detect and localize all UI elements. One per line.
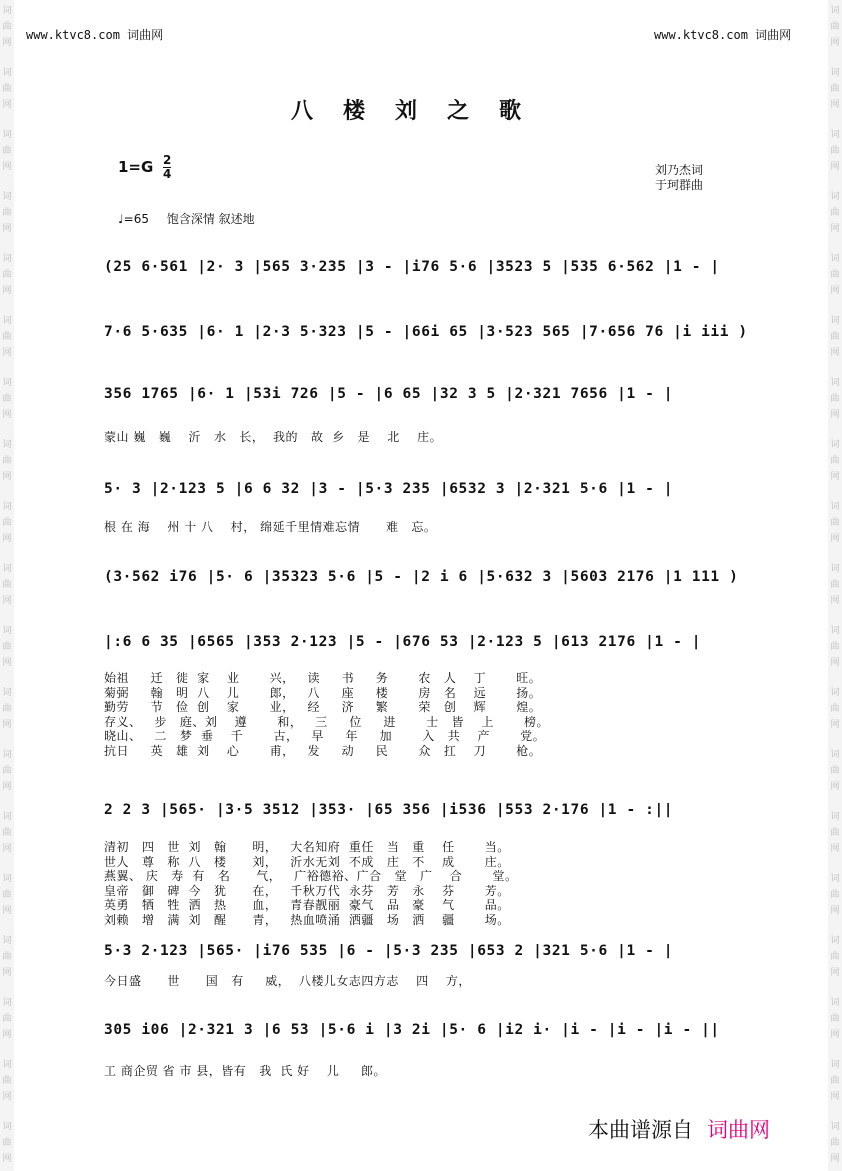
watermark-glyph: 网 <box>2 1154 12 1164</box>
watermark-glyph: 词 <box>830 316 840 326</box>
verse-line: 世人 尊 称 八 楼 刘， 沂水无刘 不成 庄 不 成 庄。 <box>104 854 510 869</box>
watermark-glyph: 曲 <box>830 146 840 156</box>
watermark-glyph: 网 <box>830 348 840 358</box>
watermark-glyph: 词 <box>2 378 12 388</box>
score-line: 5· 3 |2·123 5 |6 6 32 |3 - |5·3 235 |6532 3 |2·321 5·6 |1 - | <box>104 481 674 497</box>
time-signature-bottom: 4 <box>163 167 172 181</box>
watermark-glyph: 词 <box>2 316 12 326</box>
watermark-glyph: 曲 <box>2 518 12 528</box>
watermark-glyph: 词 <box>830 254 840 264</box>
watermark-glyph: 词 <box>830 6 840 16</box>
watermark-glyph: 词 <box>2 192 12 202</box>
lyricist: 刘乃杰词 <box>655 163 704 177</box>
score-line: |:6 6 35 |6565 |353 2·123 |5 - |676 53 |2·123 5 |613 2176 |1 - | <box>104 634 702 650</box>
watermark-glyph: 曲 <box>2 890 12 900</box>
watermark-glyph: 网 <box>830 162 840 172</box>
watermark-glyph: 词 <box>830 192 840 202</box>
watermark-glyph: 网 <box>2 534 12 544</box>
lyric-line: 工 商企贸 省 市 县，皆有 我 氏 好 儿 郎。 <box>104 1064 386 1078</box>
watermark-glyph: 网 <box>2 1092 12 1102</box>
watermark-glyph: 网 <box>2 782 12 792</box>
score-line: 5·3 2·123 |565· |i76 535 |6 - |5·3 235 |653 2 |321 5·6 |1 - | <box>104 943 674 959</box>
tempo-marking <box>118 210 255 227</box>
watermark-glyph: 网 <box>2 410 12 420</box>
score-line: (25 6·561 |2· 3 |565 3·235 |3 - |i76 5·6 |3523 5 |535 6·562 |1 - | <box>104 259 720 275</box>
watermark-glyph: 网 <box>830 906 840 916</box>
score-line: 305 i06 |2·321 3 |6 53 |5·6 i |3 2i |5· 6 |i2 i· |i - |i - |i - || <box>104 1022 720 1038</box>
watermark-glyph: 曲 <box>830 394 840 404</box>
watermark-glyph: 网 <box>2 658 12 668</box>
verse-block-1 <box>104 671 744 758</box>
watermark-glyph: 词 <box>830 68 840 78</box>
watermark-glyph: 词 <box>2 564 12 574</box>
verse-line: 刘赖 增 满 刘 醒 青， 热血喷涌 洒疆 场 洒 疆 场。 <box>104 912 510 927</box>
watermark-glyph: 词 <box>830 688 840 698</box>
watermark-glyph: 词 <box>2 130 12 140</box>
watermark-glyph: 曲 <box>830 1076 840 1086</box>
score-line: 2 2 3 |565· |3·5 3512 |353· |65 356 |i536 |553 2·176 |1 - :|| <box>104 802 674 818</box>
lyric-line: 今日盛 世 国 有 威， 八楼儿女志四方志 四 方， <box>104 974 471 988</box>
watermark-glyph: 曲 <box>2 1076 12 1086</box>
watermark-glyph: 曲 <box>2 952 12 962</box>
watermark-glyph: 网 <box>830 410 840 420</box>
watermark-glyph: 词 <box>830 440 840 450</box>
watermark-glyph: 词 <box>830 874 840 884</box>
watermark-glyph: 网 <box>830 968 840 978</box>
watermark-glyph: 词 <box>2 68 12 78</box>
watermark-glyph: 曲 <box>2 766 12 776</box>
left-watermark-strip <box>0 0 14 1171</box>
watermark-glyph: 网 <box>2 720 12 730</box>
key-signature: 1=G <box>118 158 154 176</box>
watermark-glyph: 网 <box>2 286 12 296</box>
lyric-line: 根 在 海 州 十 八 村， 绵延千里情难忘情 难 忘。 <box>104 520 437 534</box>
watermark-glyph: 网 <box>830 286 840 296</box>
watermark-glyph: 词 <box>2 998 12 1008</box>
watermark-glyph: 网 <box>2 1030 12 1040</box>
footer-source-label: 本曲谱源自 <box>588 1118 693 1142</box>
score-line: 7·6 5·635 |6· 1 |2·3 5·323 |5 - |66i 65 |3·523 565 |7·656 76 |i iii ) <box>104 324 748 340</box>
verse-line: 勤劳 节 俭 创 家 业， 经 济 繁 荣 创 辉 煌。 <box>104 700 542 714</box>
verse-line: 英勇 牺 牲 洒 热 血， 青春靓丽 豪气 品 豪 气 品。 <box>104 898 510 912</box>
composer: 于珂群曲 <box>655 178 704 192</box>
watermark-glyph: 词 <box>830 378 840 388</box>
tempo-mark: ♩=65 <box>118 212 149 226</box>
lyric-line: 蒙山 巍 巍 沂 水 长， 我的 故 乡 是 北 庄。 <box>104 430 443 444</box>
watermark-glyph: 词 <box>2 874 12 884</box>
score-line: (3·562 i76 |5· 6 |35323 5·6 |5 - |2 i 6 |5·632 3 |5603 2176 |1 111 ) <box>104 569 739 585</box>
watermark-glyph: 词 <box>2 688 12 698</box>
watermark-glyph: 曲 <box>830 952 840 962</box>
watermark-glyph: 网 <box>830 596 840 606</box>
watermark-glyph: 网 <box>2 472 12 482</box>
verse-line: 始祖 迁 徙 家 业 兴， 读 书 务 农 人 丁 旺。 <box>104 671 542 685</box>
watermark-glyph: 词 <box>2 254 12 264</box>
watermark-glyph: 网 <box>830 720 840 730</box>
watermark-glyph: 曲 <box>830 1138 840 1148</box>
verse-line: 燕翼、 庆 寿 有 名 气， 广裕德裕、广合 堂 广 合 堂。 <box>104 869 518 883</box>
watermark-glyph: 网 <box>830 38 840 48</box>
verse-line: 皇帝 御 碑 今 犹 在， 千秋万代 永芬 芳 永 芬 芳。 <box>104 883 510 898</box>
watermark-glyph: 曲 <box>830 84 840 94</box>
watermark-glyph: 曲 <box>2 580 12 590</box>
song-title: 八楼刘之歌 <box>290 98 551 124</box>
watermark-glyph: 曲 <box>2 456 12 466</box>
watermark-glyph: 网 <box>830 1154 840 1164</box>
watermark-glyph: 网 <box>830 100 840 110</box>
watermark-glyph: 词 <box>2 1122 12 1132</box>
time-signature-top: 2 <box>163 153 172 167</box>
credits <box>655 163 703 193</box>
watermark-glyph: 曲 <box>830 22 840 32</box>
watermark-glyph: 词 <box>2 750 12 760</box>
watermark-glyph: 曲 <box>2 1138 12 1148</box>
verse-line: 抗日 英 雄 刘 心 甫， 发 动 民 众 扛 刀 枪。 <box>104 743 542 758</box>
watermark-glyph: 词 <box>830 626 840 636</box>
watermark-glyph: 曲 <box>830 518 840 528</box>
watermark-glyph: 词 <box>830 1060 840 1070</box>
watermark-glyph: 曲 <box>2 642 12 652</box>
watermark-glyph: 网 <box>2 38 12 48</box>
watermark-glyph: 词 <box>2 626 12 636</box>
watermark-glyph: 曲 <box>830 704 840 714</box>
header-url-left[interactable]: www.ktvc8.com 词曲网 <box>26 28 164 42</box>
watermark-glyph: 曲 <box>2 146 12 156</box>
watermark-glyph: 词 <box>2 936 12 946</box>
watermark-glyph: 网 <box>2 162 12 172</box>
watermark-glyph: 词 <box>830 750 840 760</box>
time-signature <box>163 154 171 181</box>
watermark-glyph: 网 <box>830 534 840 544</box>
watermark-glyph: 曲 <box>830 766 840 776</box>
watermark-glyph: 曲 <box>830 208 840 218</box>
watermark-glyph: 网 <box>2 224 12 234</box>
watermark-glyph: 曲 <box>2 270 12 280</box>
watermark-glyph: 词 <box>830 502 840 512</box>
watermark-glyph: 网 <box>830 1030 840 1040</box>
watermark-glyph: 曲 <box>2 22 12 32</box>
watermark-glyph: 曲 <box>830 828 840 838</box>
watermark-glyph: 网 <box>830 782 840 792</box>
watermark-glyph: 网 <box>830 224 840 234</box>
watermark-glyph: 词 <box>2 6 12 16</box>
watermark-glyph: 网 <box>830 472 840 482</box>
watermark-glyph: 曲 <box>830 1014 840 1024</box>
watermark-glyph: 曲 <box>830 890 840 900</box>
watermark-glyph: 网 <box>2 844 12 854</box>
watermark-glyph: 曲 <box>830 580 840 590</box>
watermark-glyph: 词 <box>2 440 12 450</box>
watermark-glyph: 曲 <box>2 332 12 342</box>
score-line: 356 1765 |6· 1 |53i 726 |5 - |6 65 |32 3 5 |2·321 7656 |1 - | <box>104 386 674 402</box>
watermark-glyph: 曲 <box>2 84 12 94</box>
watermark-glyph: 曲 <box>830 642 840 652</box>
footer-source <box>588 1114 770 1144</box>
watermark-glyph: 曲 <box>830 270 840 280</box>
verse-line: 晓山、 二 梦 垂 千 古， 早 年 加 入 共 产 党。 <box>104 729 546 743</box>
tempo-expression: 饱含深情 叙述地 <box>166 212 255 226</box>
watermark-glyph: 曲 <box>830 456 840 466</box>
watermark-glyph: 词 <box>830 812 840 822</box>
watermark-glyph: 词 <box>830 998 840 1008</box>
watermark-glyph: 网 <box>2 348 12 358</box>
watermark-glyph: 曲 <box>2 828 12 838</box>
watermark-glyph: 词 <box>830 130 840 140</box>
watermark-glyph: 网 <box>2 906 12 916</box>
watermark-glyph: 网 <box>2 968 12 978</box>
watermark-glyph: 网 <box>2 100 12 110</box>
watermark-glyph: 词 <box>2 812 12 822</box>
watermark-glyph: 网 <box>2 596 12 606</box>
watermark-glyph: 网 <box>830 1092 840 1102</box>
verse-line: 存义、 步 庭、刘 遵 和， 三 位 进 士 皆 上 榜。 <box>104 714 550 729</box>
watermark-glyph: 网 <box>830 844 840 854</box>
header-url-right[interactable]: www.ktvc8.com 词曲网 <box>654 28 792 42</box>
verse-block-2 <box>104 840 744 927</box>
watermark-glyph: 曲 <box>2 704 12 714</box>
verse-line: 清初 四 世 刘 翰 明， 大名知府 重任 当 重 任 当。 <box>104 840 510 854</box>
watermark-glyph: 词 <box>830 564 840 574</box>
watermark-glyph: 词 <box>830 1122 840 1132</box>
verse-line: 菊弼 翰 明 八 儿 郎， 八 座 楼 房 名 远 扬。 <box>104 685 542 700</box>
watermark-glyph: 曲 <box>2 208 12 218</box>
watermark-glyph: 词 <box>2 502 12 512</box>
watermark-glyph: 网 <box>830 658 840 668</box>
watermark-glyph: 曲 <box>2 394 12 404</box>
watermark-glyph: 曲 <box>2 1014 12 1024</box>
watermark-glyph: 词 <box>830 936 840 946</box>
watermark-glyph: 曲 <box>830 332 840 342</box>
right-watermark-strip <box>828 0 842 1171</box>
watermark-glyph: 词 <box>2 1060 12 1070</box>
footer-brand-link[interactable]: 词曲网 <box>707 1118 770 1142</box>
